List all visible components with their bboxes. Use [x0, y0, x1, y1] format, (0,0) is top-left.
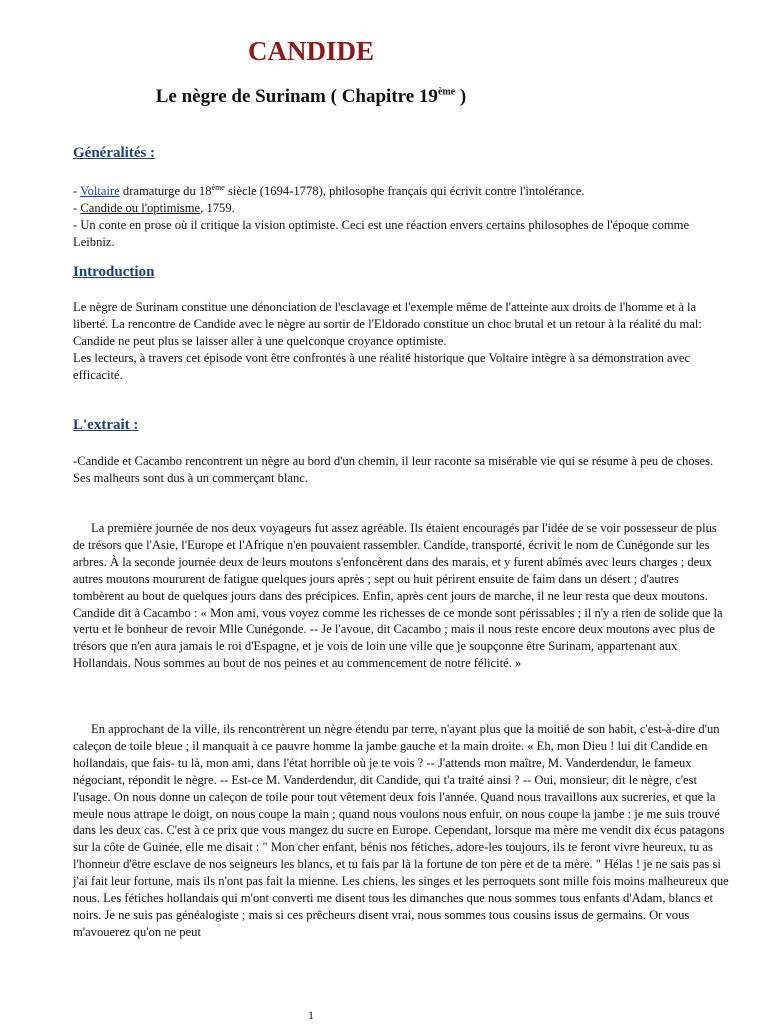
page-number: 1 [308, 1008, 314, 1022]
bullet-dash: - [73, 201, 81, 216]
document-subtitle [0, 86, 695, 108]
extrait-paragraph-1 [73, 520, 729, 672]
generalites-section [73, 180, 729, 251]
bullet-dash: - [73, 184, 81, 199]
extrait-paragraph-2 [73, 721, 729, 941]
introduction-paragraph-2: Les lecteurs, à travers cet épisode vont être confrontés à une réalité historique que Voltaire intègre à sa démonstration avec efficacité. [73, 350, 691, 382]
line1-text: dramaturge du 18 [119, 184, 212, 199]
quoted-paragraph-2: En approchant de la ville, ils rencontrèrent un nègre étendu par terre, n'ayant plus que la moitié de son habit, c'est-à-dire d'un caleçon de toile bleue ; il manquait à ce pauvre homme la jambe gauche et la main droite. « Eh, mon Dieu ! lui dit Candide en hollandais, que fais- tu là, mon ami, dans l'état horrible où je te vois ? -- J'attends mon maître, M. Vanderdendur, le fameux négociant, répondit le nègre. -- Est-ce M. Vanderdendur, dit Candide, qui t'a traité ainsi ? -- Oui, monsieur, dit le nègre, c'est l'usage. On nous donne un caleçon de toile pour tout vêtement deux fois l'année. Quand nous travaillons aux sucreries, et que la meule nous attrape le doigt, on nous coupe la main ; quand nous voulons nous enfuir, on nous coupe la jambe : je me suis trouvé dans les deux cas. C'est à ce prix que vous mangez du sucre en Europe. Cependant, lorsque ma mère me vendit dix écus patagons sur la côte de Guinée, elle me disait : " Mon cher enfant, bénis nos fétiches, adore-les toujours, ils te feront vivre heureux, tu as l'honneur d'être esclave de nos seigneurs les blancs, et tu fais par là la fortune de ton père et de ta mère. " Hélas ! je ne sais pas si j'ai fait leur fortune, mais ils n'ont pas fait la mienne. Les chiens, les singes et les perroquets sont mille fois moins malheureux que nous. Les fétiches hollandais qui m'ont converti me disent tous les dimanches que nous sommes tous enfants d'Adam, blancs et noirs. Je ne suis pas généalogiste ; mais si ces prêcheurs disent vrai, nous sommes tous cousins issus de germains. Or vous m'avouerez qu'on ne peut [73, 722, 729, 939]
century-superscript: ème [211, 183, 225, 192]
introduction-section [73, 299, 729, 384]
generalites-line-3: - Un conte en prose où il critique la vision optimiste. Ceci est une réaction envers certains philosophes de l'époque comme Leibniz. [73, 218, 690, 249]
book-title: Candide ou l'optimisme [80, 201, 201, 216]
subtitle-superscript: ème [437, 86, 456, 98]
document-title: CANDIDE [247, 36, 374, 66]
generalites-line-2 [73, 200, 729, 217]
subtitle-close: ) [455, 86, 467, 107]
subtitle-text: Le nègre de Surinam ( Chapitre 19 [155, 86, 438, 107]
heading-extrait: L'extrait : [73, 417, 139, 433]
extrait-summary: -Candide et Cacambo rencontrent un nègre au bord d'un chemin, il leur raconte sa misérable vie qui se résume à peu de choses. Ses malheurs sont dus à un commerçant blanc. [73, 454, 714, 485]
quoted-paragraph-1: La première journée de nos deux voyageurs fut assez agréable. Ils étaient encouragés par l'idée de se voir possesseur de plus de trésors que l'Asie, l'Europe et l'Afrique n'en pouvaient rassembler. Candide, transporté, écrivit le nom de Cunégonde sur les arbres. À la seconde journée deux de leurs moutons s'enfoncèrent dans des marais, et y furent abîmés avec leurs charges ; deux autres moutons moururent de fatigue quelques jours après ; sept ou huit périrent ensuite de faim dans un désert ; d'autres tombèrent au bout de quelques jours dans des précipices. Enfin, après cent jours de marche, il ne leur resta que deux moutons. Candide dit à Cacambo : « Mon ami, vous voyez comme les richesses de ce monde sont périssables ; il n'y a rien de solide que la vertu et le bonheur de revoir Mlle Cunégonde. -- Je l'avoue, dit Cacambo ; mais il nous reste encore deux moutons avec plus de trésors que n'en aura jamais le roi d'Espagne, et je vois de loin une ville que je soupçonne être Surinam, appartenant aux Hollandais. Nous sommes au bout de nos peines et au commencement de notre félicité. » [73, 521, 723, 671]
heading-generalites: Généralités : [73, 145, 156, 161]
heading-introduction: Introduction [73, 264, 155, 280]
book-year: , 1759. [200, 201, 235, 216]
line1-text-end: siècle (1694-1778), philosophe français qui écrivit contre l'intolérance. [224, 184, 585, 199]
generalites-line-1 [73, 180, 729, 200]
voltaire-link[interactable]: Voltaire [80, 184, 120, 199]
introduction-paragraph-1: Le nègre de Surinam constitue une dénonciation de l'esclavage et l'exemple même de l'atteinte aux droits de l'homme et à la liberté. La rencontre de Candide avec le nègre au sortir de l'Eldorado constitue un choc brutal et un retour à la réalité du mal: Candide ne peut plus se laisser aller à une quelconque croyance optimiste. [73, 300, 702, 348]
